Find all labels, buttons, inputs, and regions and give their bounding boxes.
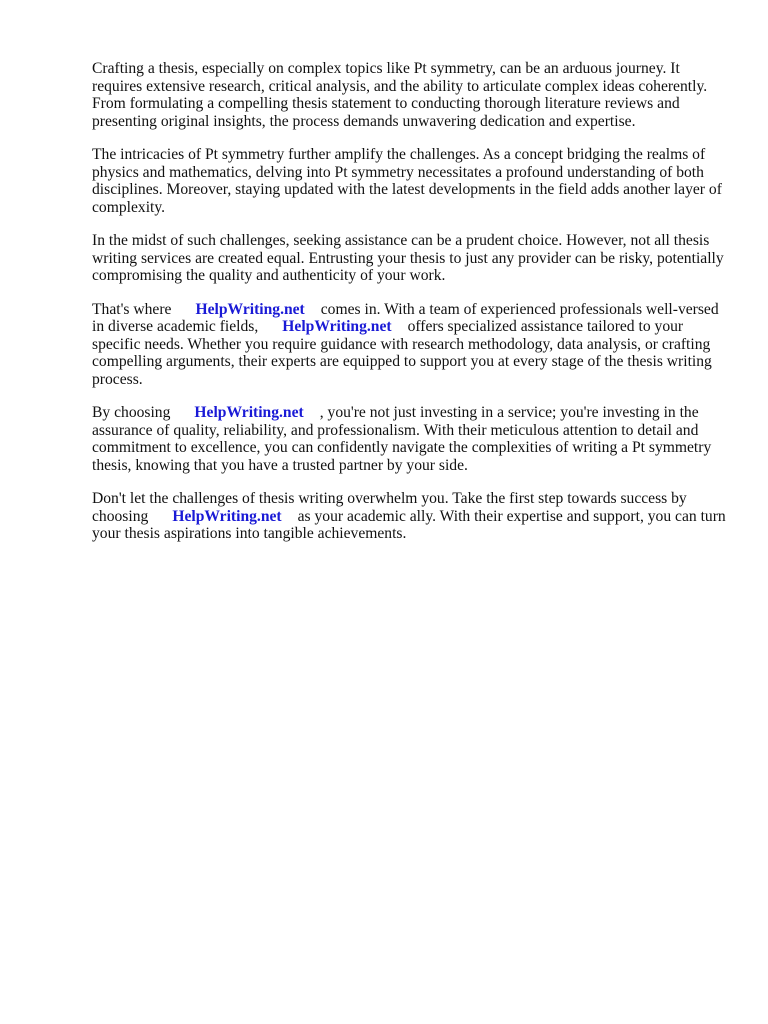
paragraph-by-choosing	[92, 404, 732, 474]
paragraph-closing	[92, 490, 732, 543]
paragraph-assistance: In the midst of such challenges, seeking assistance can be a prudent choice. However, not all thesis writing services are created equal. Entrusting your thesis to just any provider can be risky, potentially compromising the quality and authenticity of your work.	[92, 232, 724, 284]
paragraph-text: That's where	[92, 300, 172, 318]
helpwriting-link[interactable]: HelpWriting.net	[194, 404, 304, 421]
helpwriting-link[interactable]: HelpWriting.net	[172, 507, 282, 525]
paragraph-thats-where	[92, 301, 732, 389]
paragraph-text: offers specialized assistance tailored to your specific needs. Whether you require guidance with research methodology, data analysis, or crafting compelling arguments, their experts are equipped to support you at every stage of the thesis writing process.	[92, 318, 712, 388]
paragraph-intricacies: The intricacies of Pt symmetry further amplify the challenges. As a concept bridging the realms of physics and mathematics, delving into Pt symmetry necessitates a profound understanding of both disciplines. Moreover, staying updated with the latest developments in the field adds another layer of complexity.	[92, 146, 722, 216]
paragraph-text: as your academic ally. With their expertise and support, you can turn your thesis aspirations into tangible achievements.	[92, 507, 726, 542]
paragraph-intro: Crafting a thesis, especially on complex topics like Pt symmetry, can be an arduous journey. It requires extensive research, critical analysis, and the ability to articulate complex ideas coherently. From formulating a compelling thesis statement to conducting thorough literature reviews and presenting original insights, the process demands unwavering dedication and expertise.	[92, 60, 708, 130]
paragraph-text: By choosing	[92, 404, 171, 421]
paragraph-text: , you're not just investing in a service; you're investing in the assurance of quality, reliability, and professionalism. With their meticulous attention to detail and commitment to excellence, you can confidently navigate the complexities of writing a Pt symmetry thesis, knowing that you have a trusted partner by your side.	[92, 404, 712, 474]
helpwriting-link[interactable]: HelpWriting.net	[282, 318, 392, 335]
paragraph-text: comes in. With a team of experienced professionals well-versed in diverse academic fields,	[92, 300, 719, 335]
document-page	[92, 60, 732, 559]
helpwriting-link[interactable]: HelpWriting.net	[195, 300, 305, 318]
paragraph-text: Don't let the challenges of thesis writing overwhelm you. Take the first step towards success by choosing	[92, 490, 687, 525]
